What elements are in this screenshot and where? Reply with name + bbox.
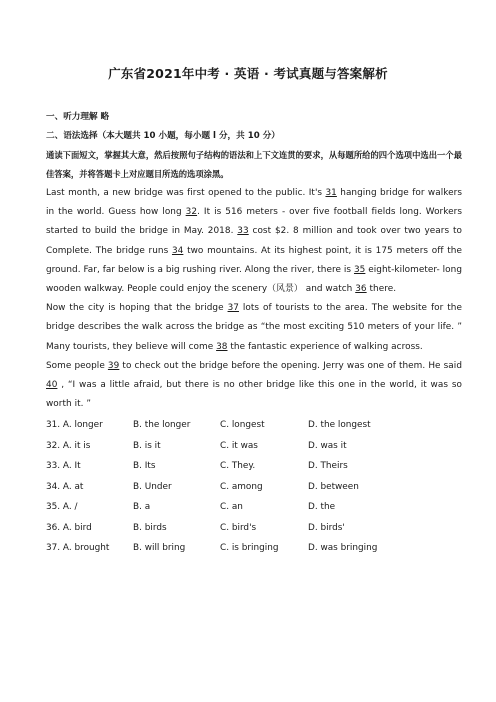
option-row: [46, 415, 462, 436]
option-choice: D. was it: [308, 440, 347, 451]
document-title: 广东省2021年中考 · 英语 · 考试真题与答案解析: [108, 66, 388, 81]
passage-text: eight-kilometer- long wooden walkway. People could enjoy the scenery（风景） and watch: [46, 264, 463, 295]
option-choice: B. will bring: [133, 543, 186, 554]
option-choice: 36. A. bird: [46, 522, 92, 533]
option-choice: B. the longer: [133, 420, 191, 431]
option-row: [46, 518, 462, 539]
passage-text: to check out the bridge before the opening. Jerry was one of them. He said: [119, 360, 463, 371]
option-choice: 37. A. brought: [46, 543, 110, 554]
passage-paragraph: [46, 184, 462, 299]
option-choice: B. a: [133, 502, 151, 513]
answer-options: [46, 415, 462, 559]
section-grammar-heading: 二、语法选择（本大题共 10 小题，每小题 l 分，共 10 分）: [46, 131, 280, 141]
blank-number: 40: [46, 380, 58, 391]
option-choice: D. was bringing: [308, 543, 378, 554]
option-choice: D. birds': [308, 522, 345, 533]
option-choice: C. bird's: [220, 522, 257, 533]
blank-number: 38: [216, 341, 228, 352]
option-choice: D. the longest: [308, 420, 371, 431]
option-choice: C. They.: [220, 461, 256, 472]
passage-paragraph: [46, 299, 462, 357]
passage-text: . It is 516 meters - over five football fields long. Workers started to build the bridge in May. 2018.: [46, 207, 463, 237]
blank-number: 33: [237, 226, 249, 237]
blank-number: 37: [227, 303, 239, 314]
option-choice: D. Theirs: [308, 461, 348, 472]
document-body: [46, 108, 462, 559]
passage-text: cost $2. 8 million and took over two years to Complete. The bridge runs: [46, 226, 462, 256]
option-row: [46, 436, 462, 457]
grammar-instructions: 通读下面短文，掌握其大意，然后按照句子结构的语法和上下文连贯的要求，从每题所给的四个选项中选出一个最佳答案，并将答题卡上对应题目所选的选项涂黑。: [46, 150, 462, 179]
blank-number: 32: [185, 207, 198, 218]
option-choice: B. Its: [133, 461, 156, 472]
passage-text: Now the city is hoping that the bridge: [46, 303, 228, 314]
passage-text: two mountains. At its highest point, it is 175 meters off the ground. Far, far below is a big rushing river. Along the river, there is: [46, 245, 462, 275]
passage-paragraph: [46, 357, 462, 415]
passage-text: , “I was a little afraid, but there is no other bridge like this one in the world, it was so worth it. ”: [46, 380, 462, 410]
passage-text: Some people: [46, 360, 108, 371]
blank-number: 39: [107, 360, 120, 371]
option-row: [46, 497, 462, 518]
option-row: [46, 456, 462, 477]
passage-text: the fantastic experience of walking across.: [227, 341, 423, 352]
blank-number: 36: [355, 284, 367, 295]
option-choice: 35. A. /: [46, 502, 78, 513]
blank-number: 31: [325, 188, 337, 198]
passage-text: hanging bridge for walkers in the world. Guess how long: [46, 188, 462, 218]
passage-text: there.: [366, 284, 397, 295]
option-choice: 34. A. at: [46, 481, 84, 492]
option-choice: 31. A. longer: [46, 420, 103, 431]
option-choice: C. among: [220, 481, 263, 492]
passage-text: lots of tourists to the area. The website for the bridge describes the walk across the bridge as “the most exciting 510 meters of your life. ” Many tourists, they believe will come: [46, 303, 462, 352]
passage-text: Last month, a new bridge was first opened to the public. It's: [46, 188, 326, 198]
section-listening-heading: 一、听力理解 略: [46, 112, 110, 122]
reading-passage: [46, 184, 462, 414]
option-choice: C. is bringing: [220, 543, 279, 554]
option-choice: B. is it: [133, 440, 161, 451]
blank-number: 34: [171, 245, 184, 256]
option-choice: C. longest: [220, 420, 265, 431]
option-row: [46, 477, 462, 498]
option-choice: B. Under: [133, 481, 172, 492]
option-choice: D. between: [308, 481, 359, 492]
option-row: [46, 538, 462, 559]
blank-number: 35: [353, 264, 366, 275]
option-choice: B. birds: [133, 522, 167, 533]
option-choice: D. the: [308, 502, 336, 513]
option-choice: C. an: [220, 502, 243, 513]
option-choice: 33. A. It: [46, 461, 81, 472]
option-choice: 32. A. it is: [46, 440, 91, 451]
option-choice: C. it was: [220, 440, 258, 451]
